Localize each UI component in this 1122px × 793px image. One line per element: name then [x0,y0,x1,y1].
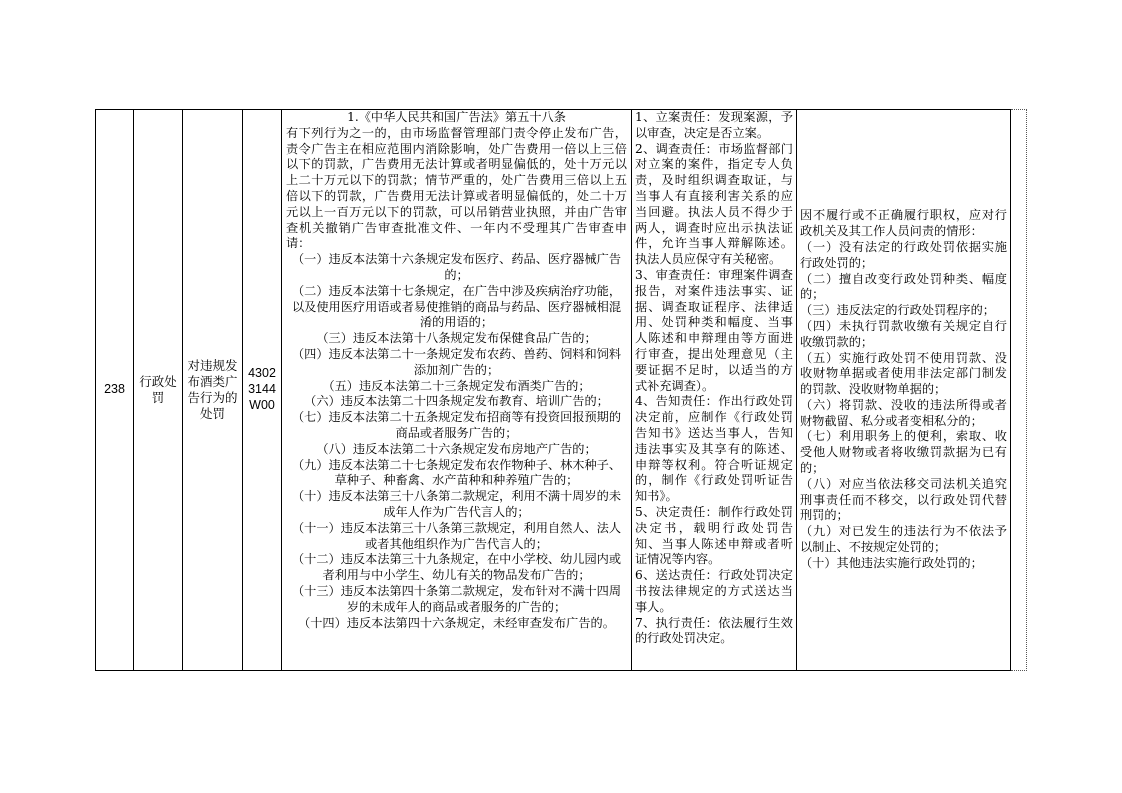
basis-clause: （七）违反本法第二十五条规定发布招商等有投资回报预期的商品或者服务广告的； [291,410,622,440]
responsibility-item: 4、告知责任：作出行政处罚决定前，应制作《行政处罚告知书》送达当事人，告知违法事实及其享有的陈述、申辩等权利。符合听证规定的，制作《行政处罚听证告知书》。 [635,394,793,504]
responsibility-item: 5、决定责任：制作行政处罚决定书，载明行政处罚告知、当事人陈述申辩或者听证情况等内容。 [635,504,793,567]
responsibility-item: 3、审查责任：审理案件调查报告，对案件违法事实、证据、调查取证程序、法律适用、处罚种类和幅度、当事人陈述和申辩理由等方面进行审查，提出处理意见（主要证据不足时，以适当的方式补充调查）。 [635,267,793,393]
responsibility-item: 6、送达责任：行政处罚决定书按法律规定的方式送达当事人。 [635,568,793,614]
responsibility-item: 7、执行责任：依法履行生效的行政处罚决定。 [635,615,793,646]
item-name: 对违规发布酒类广告行为的处罚 [183,110,243,671]
basis-clause: （二）违反本法第十七条规定，在广告中涉及疾病治疗功能，以及使用医疗用语或者易使推销的商品与药品、医疗器械相混淆的用语的； [291,283,622,330]
power-category: 行政处罚 [134,110,183,671]
accountability-item: （六）将罚款、没收的违法所得或者财物截留、私分或者变相私分的； [800,397,1007,428]
accountability-cell [797,110,1011,671]
accountability-item: （二）擅自改变行政处罚种类、幅度的； [800,271,1007,302]
accountability-item: （五）实施行政处罚不使用罚款、没收财物单据或者使用非法定部门制发的罚款、没收财物单据的； [800,350,1007,397]
accountability-item: （四）未执行罚款收缴有关规定自行收缴罚款的； [800,318,1007,349]
authority-table [95,109,1027,671]
accountability-item: （七）利用职务上的便利，索取、收受他人财物或者将收缴罚款据为已有的； [800,429,1007,476]
accountability-item: 因不履行或不正确履行职权，应对行政机关及其工作人员问责的情形： [800,208,1007,239]
basis-clause: （六）违反本法第二十四条规定发布教育、培训广告的； [304,394,609,409]
accountability-item: （八）对应当依法移交司法机关追究刑事责任而不移交，以行政处罚代替刑罚的； [800,476,1007,523]
basis-clause: （五）违反本法第二十三条规定发布酒类广告的； [322,378,591,393]
basis-clause: （四）违反本法第二十一条规定发布农药、兽药、饲料和饲料添加剂广告的； [291,346,622,377]
basis-clause: （十三）违反本法第四十条第二款规定，发布针对不满十四周岁的未成年人的商品或者服务的广告的； [291,583,622,614]
accountability-item: （一）没有法定的行政处罚依据实施行政处罚的； [800,239,1007,270]
responsibility-cell [632,110,797,671]
responsibility-item: 1、立案责任：发现案源，予以审查，决定是否立案。 [635,110,793,140]
basis-clause: （十）违反本法第三十八条第二款规定，利用不满十周岁的未成年人作为广告代言人的； [291,489,622,519]
item-code: 43023144W00 [243,110,282,671]
basis-clause: （八）违反本法第二十六条规定发布房地产广告的； [316,441,597,456]
accountability-item: （九）对已发生的违法行为不依法予以制止、不按规定处罚的； [800,524,1007,555]
basis-clause: （九）违反本法第二十七条规定发布农作物种子、林木种子、草种子、种畜禽、水产苗种和种养殖广告的； [291,457,622,488]
responsibility-item: 2、调查责任：市场监督部门对立案的案件，指定专人负责，及时组织调查取证，与当事人有直接利害关系的应当回避。执法人员不得少于两人，调查时应出示执法证件，允许当事人辩解陈述。执法人员应保守有关秘密。 [635,141,793,267]
remarks-cell [1011,110,1027,671]
basis-clause: （十一）违反本法第三十八条第三款规定，利用自然人、法人或者其他组织作为广告代言人的； [291,520,622,551]
legal-basis-cell [282,110,632,671]
basis-clause: （十二）违反本法第三十九条规定，在中小学校、幼儿园内或者利用与中小学生、幼儿有关的物品发布广告的； [291,552,622,583]
basis-clause: （三）违反本法第十八条规定发布保健食品广告的； [316,331,597,346]
accountability-item: （三）违反法定的行政处罚程序的； [800,303,995,318]
accountability-item: （十）其他违法实施行政处罚的； [800,555,983,570]
basis-title: 1.《中华人民共和国广告法》第五十八条 [347,110,566,124]
table-row [96,110,1027,671]
basis-clause: （一）违反本法第十六条规定发布医疗、药品、医疗器械广告的； [291,252,622,282]
row-number: 238 [96,110,134,671]
basis-clause: （十四）违反本法第四十六条规定，未经审查发布广告的。 [298,615,615,630]
basis-paragraph: 有下列行为之一的，由市场监督管理部门责令停止发布广告，责令广告主在相应范围内消除影响，处广告费用一倍以上三倍以下的罚款，广告费用无法计算或者明显偏低的，处十万元以上二十万元以下的罚款；情节严重的，处广告费用三倍以上五倍以下的罚款，广告费用无法计算或者明显偏低的，处二十万元以上一百万元以下的罚款，可以吊销营业执照，并由广告审查机关撤销广告审查批准文件、一年内不受理其广告审查申请： [286,125,627,251]
